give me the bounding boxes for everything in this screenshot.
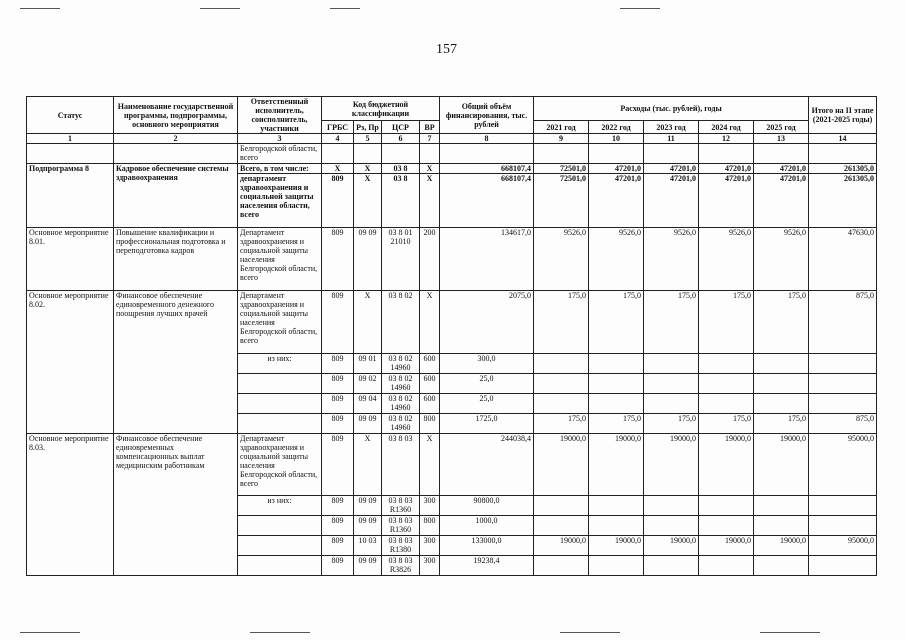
rzpr-cell: 09 09 (354, 228, 382, 291)
grbs-cell: 809 (322, 536, 354, 556)
grbs-cell: 809 (322, 414, 354, 434)
csr-cell: 03 8 02 (382, 291, 420, 354)
vr-cell: 800 (420, 516, 440, 536)
stage-total-cell: 95000,0 (809, 434, 877, 496)
y2022-cell: 9526,0 (589, 228, 644, 291)
budget-table (26, 96, 877, 576)
responsible-cell: Белгородской области, всего (238, 144, 322, 164)
index-cell: 12 (699, 134, 754, 144)
y2022-cell: 175,0 (589, 414, 644, 434)
rzpr-cell: 09 09 (354, 414, 382, 434)
index-cell: 11 (644, 134, 699, 144)
stage-total-cell: 261305,0 (809, 164, 877, 174)
vr-cell: 300 (420, 536, 440, 556)
rzpr-cell: 09 01 (354, 354, 382, 374)
y2025-cell: 19000,0 (754, 434, 809, 496)
y2024-cell: 9526,0 (699, 228, 754, 291)
col-2025: 2025 год (754, 121, 809, 134)
index-cell: 6 (382, 134, 420, 144)
y2024-cell: 19000,0 (699, 434, 754, 496)
vr-cell: 600 (420, 394, 440, 414)
page-number: 157 (436, 42, 457, 57)
y2023-cell: 19000,0 (644, 434, 699, 496)
col-code-group: Код бюджетной классификации (322, 97, 440, 121)
scan-edge-line (760, 632, 820, 633)
index-cell: 1 (27, 134, 114, 144)
index-cell: 4 (322, 134, 354, 144)
rzpr-cell: X (354, 174, 382, 228)
y2025-cell: 175,0 (754, 291, 809, 354)
index-cell: 8 (440, 134, 534, 144)
col-vr: ВР (420, 121, 440, 134)
index-cell: 7 (420, 134, 440, 144)
scan-edge-line (250, 632, 310, 633)
col-rzpr: Рз, Пр (354, 121, 382, 134)
stage-total-cell: 95000,0 (809, 536, 877, 556)
total-cell: 1725,0 (440, 414, 534, 434)
table-row (27, 228, 877, 291)
izn-label: из них: (238, 496, 322, 516)
csr-cell: 03 8 (382, 164, 420, 174)
total-cell: 25,0 (440, 374, 534, 394)
responsible-cell: Департамент здравоохранения и социальной защиты населения Белгородской области, всего (238, 228, 322, 291)
col-2023: 2023 год (644, 121, 699, 134)
responsible-cell: департамент здравоохранения и социальной защиты населения области, всего (238, 174, 322, 228)
y2025-cell: 19000,0 (754, 536, 809, 556)
scan-edge-line (330, 8, 360, 9)
csr-cell: 03 8 03 (382, 434, 420, 496)
y2022-cell: 47201,0 (589, 164, 644, 174)
rzpr-cell: X (354, 164, 382, 174)
csr-cell: 03 8 (382, 174, 420, 228)
grbs-cell: 809 (322, 374, 354, 394)
index-cell: 9 (534, 134, 589, 144)
y2021-cell: 72501,0 (534, 164, 589, 174)
col-name: Наименование государственной программы, подпрограммы, основного мероприятия (114, 97, 238, 134)
rzpr-cell: 09 09 (354, 556, 382, 576)
total-cell: 1000,0 (440, 516, 534, 536)
vr-cell: 200 (420, 228, 440, 291)
csr-cell: 03 8 03 R1360 (382, 496, 420, 516)
izn-label: из них: (238, 354, 322, 374)
header-row (27, 97, 877, 121)
grbs-cell: 809 (322, 228, 354, 291)
index-cell: 5 (354, 134, 382, 144)
responsible-cell: Департамент здравоохранения и социальной защиты населения Белгородской области, всего (238, 291, 322, 354)
rzpr-cell: 10 03 (354, 536, 382, 556)
y2024-cell: 175,0 (699, 291, 754, 354)
y2025-cell: 47201,0 (754, 174, 809, 228)
csr-cell: 03 8 03 R1360 (382, 516, 420, 536)
vr-cell: X (420, 291, 440, 354)
total-cell: 133000,0 (440, 536, 534, 556)
y2021-cell: 72501,0 (534, 174, 589, 228)
csr-cell: 03 8 02 14960 (382, 394, 420, 414)
y2022-cell: 47201,0 (589, 174, 644, 228)
table-row (27, 434, 877, 496)
grbs-cell: 809 (322, 434, 354, 496)
total-cell: 244038,4 (440, 434, 534, 496)
status-cell: Основное мероприятие 8.02. (27, 291, 114, 434)
rzpr-cell: 09 02 (354, 374, 382, 394)
col-csr: ЦСР (382, 121, 420, 134)
y2021-cell: 19000,0 (534, 434, 589, 496)
stage-total-cell: 875,0 (809, 414, 877, 434)
status-cell: Основное мероприятие 8.03. (27, 434, 114, 576)
stage-total-cell: 261305,0 (809, 174, 877, 228)
vr-cell: 300 (420, 496, 440, 516)
index-cell: 3 (238, 134, 322, 144)
vr-cell: 800 (420, 414, 440, 434)
total-cell: 2075,0 (440, 291, 534, 354)
y2023-cell: 47201,0 (644, 174, 699, 228)
index-cell: 13 (754, 134, 809, 144)
y2023-cell: 175,0 (644, 414, 699, 434)
total-cell: 90800,0 (440, 496, 534, 516)
col-expenses-group: Расходы (тыс. рублей), годы (534, 97, 809, 121)
y2021-cell: 9526,0 (534, 228, 589, 291)
total-cell: 134617,0 (440, 228, 534, 291)
index-cell: 10 (589, 134, 644, 144)
grbs-cell: 809 (322, 496, 354, 516)
total-cell: 668107,4 (440, 164, 534, 174)
vr-cell: 300 (420, 556, 440, 576)
grbs-cell: X (322, 164, 354, 174)
rzpr-cell: X (354, 434, 382, 496)
y2023-cell: 175,0 (644, 291, 699, 354)
scan-edge-line (620, 8, 660, 9)
col-grbs: ГРБС (322, 121, 354, 134)
responsible-cell: Всего, в том числе: (238, 164, 322, 174)
scan-edge-line (20, 8, 60, 9)
col-responsible: Ответственный исполнитель, соисполнитель, участники (238, 97, 322, 134)
grbs-cell: 809 (322, 291, 354, 354)
scan-edge-line (20, 632, 80, 633)
y2023-cell: 47201,0 (644, 164, 699, 174)
scan-edge-line (200, 8, 240, 9)
y2024-cell: 19000,0 (699, 536, 754, 556)
col-status: Статус (27, 97, 114, 134)
y2025-cell: 9526,0 (754, 228, 809, 291)
rzpr-cell: 09 09 (354, 516, 382, 536)
csr-cell: 03 8 02 14960 (382, 414, 420, 434)
y2022-cell: 19000,0 (589, 536, 644, 556)
name-cell: Финансовое обеспечение единовременных компенсационных выплат медицинским работникам (114, 434, 238, 576)
y2021-cell: 19000,0 (534, 536, 589, 556)
csr-cell: 03 8 03 R1380 (382, 536, 420, 556)
name-cell: Кадровое обеспечение системы здравоохранения (114, 164, 238, 228)
rzpr-cell: X (354, 291, 382, 354)
rzpr-cell: 09 04 (354, 394, 382, 414)
name-cell: Повышение квалификации и профессиональная подготовка и переподготовка кадров (114, 228, 238, 291)
vr-cell: 600 (420, 354, 440, 374)
col-stage-total: Итого на II этапе (2021-2025 годы) (809, 97, 877, 134)
vr-cell: X (420, 174, 440, 228)
y2025-cell: 175,0 (754, 414, 809, 434)
grbs-cell: 809 (322, 556, 354, 576)
total-cell: 668107,4 (440, 174, 534, 228)
csr-cell: 03 8 02 14960 (382, 374, 420, 394)
y2024-cell: 175,0 (699, 414, 754, 434)
y2023-cell: 9526,0 (644, 228, 699, 291)
table-row (27, 164, 877, 174)
csr-cell: 03 8 02 14960 (382, 354, 420, 374)
y2021-cell: 175,0 (534, 291, 589, 354)
csr-cell: 03 8 01 21010 (382, 228, 420, 291)
stage-total-cell: 875,0 (809, 291, 877, 354)
stage-total-cell: 47630,0 (809, 228, 877, 291)
total-cell: 25,0 (440, 394, 534, 414)
name-cell: Финансовое обеспечение единовременного денежного поощрения лучших врачей (114, 291, 238, 434)
index-row (27, 134, 877, 144)
total-cell: 300,0 (440, 354, 534, 374)
col-2022: 2022 год (589, 121, 644, 134)
y2024-cell: 47201,0 (699, 164, 754, 174)
y2022-cell: 175,0 (589, 291, 644, 354)
y2025-cell: 47201,0 (754, 164, 809, 174)
y2024-cell: 47201,0 (699, 174, 754, 228)
grbs-cell: 809 (322, 394, 354, 414)
y2021-cell: 175,0 (534, 414, 589, 434)
index-cell: 2 (114, 134, 238, 144)
grbs-cell: 809 (322, 354, 354, 374)
col-total: Общий объём финансирования, тыс. рублей (440, 97, 534, 134)
table-row (27, 144, 877, 164)
status-cell: Подпрограмма 8 (27, 164, 114, 228)
index-cell: 14 (809, 134, 877, 144)
vr-cell: X (420, 164, 440, 174)
y2023-cell: 19000,0 (644, 536, 699, 556)
y2022-cell: 19000,0 (589, 434, 644, 496)
grbs-cell: 809 (322, 516, 354, 536)
rzpr-cell: 09 09 (354, 496, 382, 516)
col-2024: 2024 год (699, 121, 754, 134)
csr-cell: 03 8 03 R3826 (382, 556, 420, 576)
responsible-cell: Департамент здравоохранения и социальной защиты населения Белгородской области, всего (238, 434, 322, 496)
vr-cell: X (420, 434, 440, 496)
col-2021: 2021 год (534, 121, 589, 134)
grbs-cell: 809 (322, 174, 354, 228)
table-row (27, 291, 877, 354)
scan-edge-line (560, 632, 620, 633)
status-cell: Основное мероприятие 8.01. (27, 228, 114, 291)
total-cell: 19238,4 (440, 556, 534, 576)
vr-cell: 600 (420, 374, 440, 394)
